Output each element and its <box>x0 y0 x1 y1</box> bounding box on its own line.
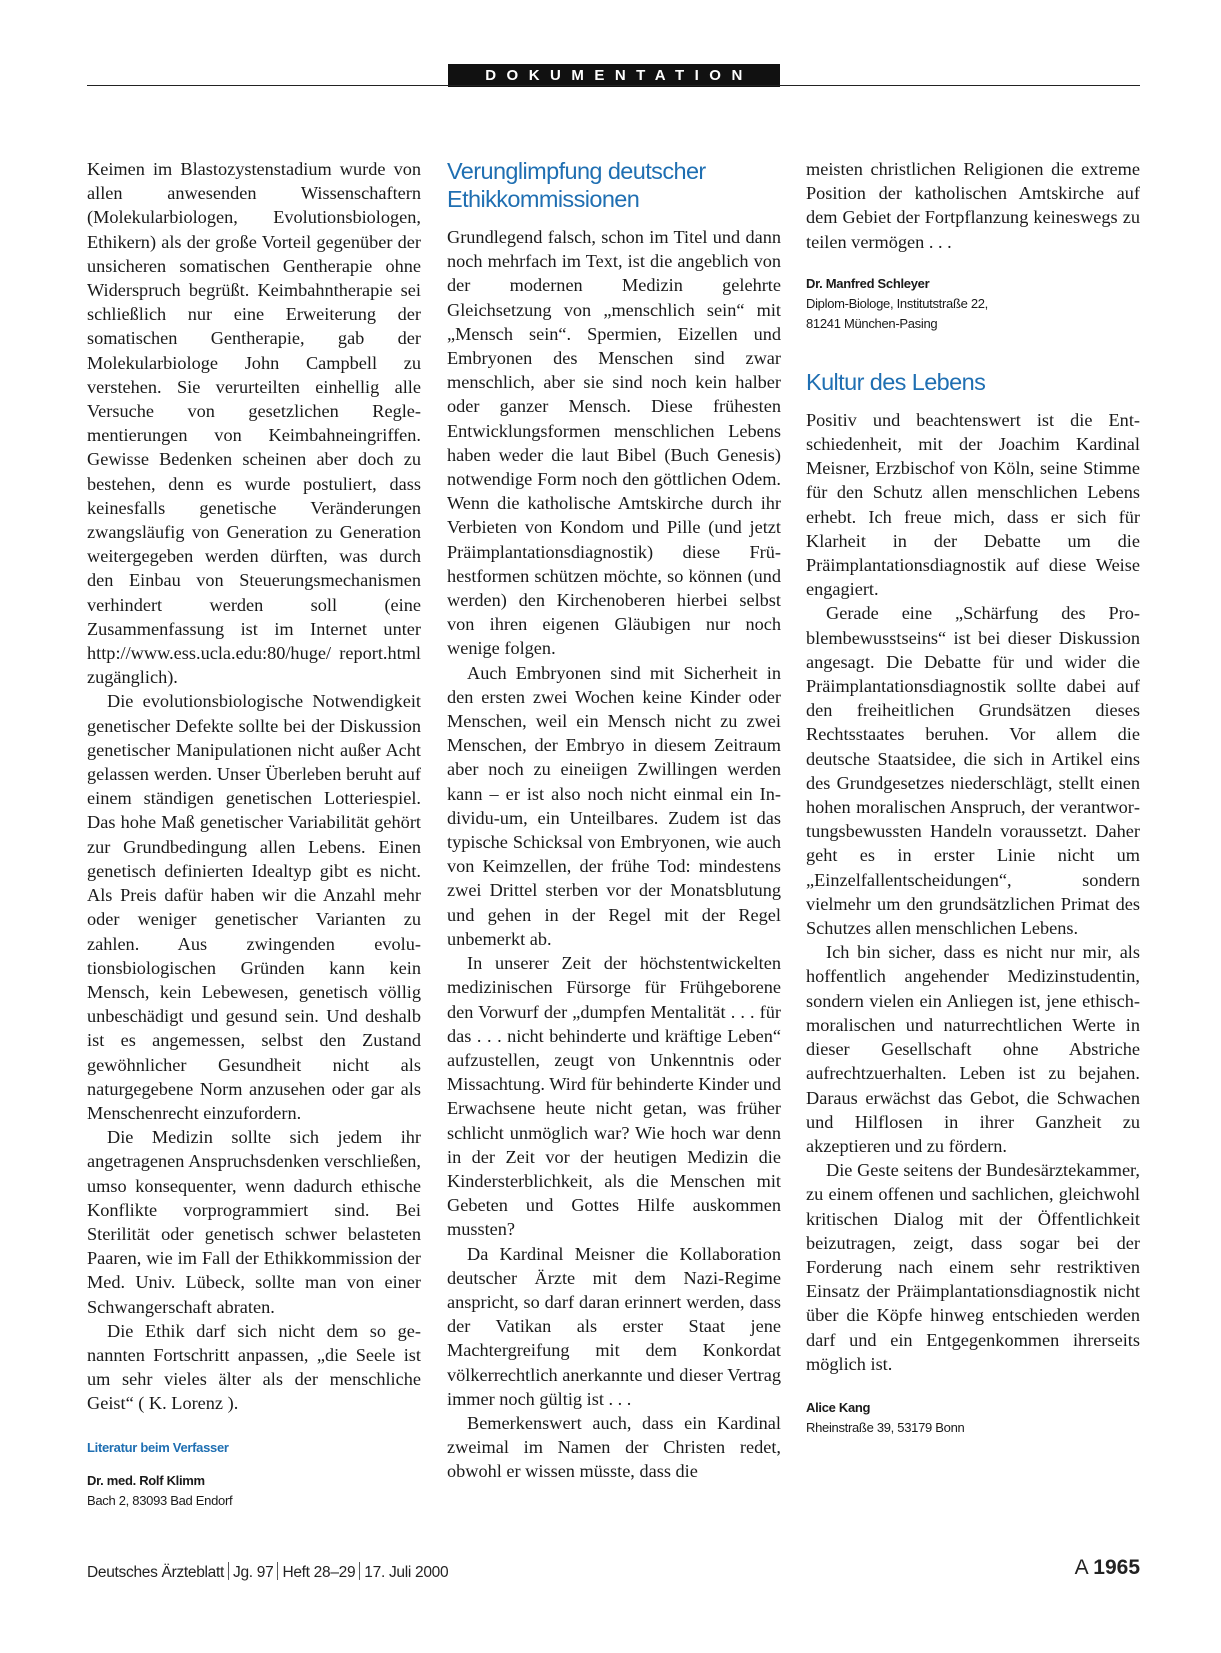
author-signature <box>806 1398 1140 1438</box>
body-paragraph: Die Ethik darf sich nicht dem so genannten Fortschritt anpassen, „die Seele ist um sehr vieles älter als der menschliche Geist“ ( K. Lorenz ). <box>87 1320 421 1414</box>
author-address: 81241 München-Pasing <box>806 315 938 331</box>
body-paragraph: Ich bin sicher, dass es nicht nur mir, als hoffentlich angehender Medizinstudentin, sondern vielen ein Anliegen ist, jene ethisch-moralischen und naturrechtlichen Werte in dieser Gesellschaft ohne Abstriche aufrechtzuerhalten. Leben ist zu bejahen. Daraus erwächst das Gebot, die Schwachen und Hilflosen in ihrer Ganzheit zu akzeptieren und zu fördern. <box>806 942 1140 1156</box>
article-heading: Verunglimpfung deutscher Ethikkommissionen <box>447 158 706 212</box>
journal-issue: Heft 28–29 <box>282 1564 356 1581</box>
footer-citation <box>87 1562 448 1582</box>
body-paragraph: Die Medizin sollte sich jedem ihr angetragenen Anspruchsdenken verschließen, umso konsequenter, wenn dadurch ethische Konflikte vorprogrammiert sind. Bei Sterilität oder genetisch schwer belasteten Paaren, wie im Fall der Ethikkommission der Med. Univ. Lübeck, sollte man von einer Schwangerschaft abraten. <box>87 1127 421 1317</box>
body-paragraph: Gerade eine „Schärfung des Problembewusstseins“ ist bei dieser Diskussion angesagt. Die Debatte für und wider die Präimplantationsdiagnostik sollte dabei auf den freiheitlichen Grundsätzen dieses Rechtsstaates beruhen. Vor allem die deutsche Staatsidee, die sich in Artikel eins des Grundgesetzes niederschlägt, stellt einen hohen moralischen Anspruch, der verantwortungsbewussten Handeln voraussetzt. Daher geht es in erster Linie nicht um „Einzelfallentscheidungen“, sondern vielmehr um den grundsätzlichen Primat des Schutzes allen menschlichen Lebens. <box>806 603 1140 939</box>
section-header: DOKUMENTATION <box>448 64 780 87</box>
body-paragraph: Bemerkenswert auch, dass ein Kardinal zweimal im Namen der Christen redet, obwohl er wissen müsste, dass die <box>447 1412 781 1482</box>
journal-volume: Jg. 97 <box>233 1564 274 1581</box>
header-rule <box>87 85 1140 86</box>
column-3 <box>806 157 1140 1438</box>
journal-name: Deutsches Ärzteblatt <box>87 1564 225 1581</box>
page-prefix: A <box>1074 1556 1088 1579</box>
author-name: Alice Kang <box>806 1399 871 1415</box>
author-signature <box>87 1471 421 1511</box>
author-signature <box>806 274 1140 334</box>
body-paragraph: In unserer Zeit der höchstentwickelten medizinischen Fürsorge für Frühgeborene den Vorwurf der „dumpfen Mentalität . . . für das . . . nicht behinderte und kräftige Leben“ aufzustellen, zeugt von Unkenntnis oder Missachtung. Wird für behinderte Kinder und Erwachsene heute nicht getan, was früher schlicht unmöglich war? Wie hoch war denn in der Zeit vor der heutigen Medizin die Kindersterblichkeit, als die Menschen mit Gebeten und Gottes Hilfe auskommen mussten? <box>447 953 782 1240</box>
body-paragraph: Die evolutionsbiologische Notwendigkeit genetischer Defekte sollte bei der Diskussion genetischer Manipulationen nicht außer Acht gelassen werden. Unser Überleben beruht auf einem ständigen genetischen Lotteriespiel. Das hohe Maß genetischer Variabilität gehört zur Grundbedingung allen Lebens. Einen genetisch definierten Idealtyp gibt es nicht. Als Preis dafür haben wir die Anzahl mehr oder weniger genetischer Varianten zu zahlen. Aus zwingenden evolutionsbiologischen Gründen kann kein Mensch, kein Lebewesen, genetisch völlig unbeschädigt und gesund sein. Und deshalb ist es angemessen, selbst den Zustand gewöhnlicher Gesundheit nicht als naturgegebene Norm anzusehen oder gar als Menschenrecht einzufordern. <box>87 691 421 1123</box>
page-number-block <box>1075 1556 1140 1580</box>
body-paragraph: Auch Embryonen sind mit Sicherheit in den ersten zwei Wochen keine Kinder oder Menschen, weil ein Mensch nicht zu zwei Menschen, der Embryo in diesem Zeitraum aber noch zu eineiigen Zwillingen werden kann – er ist also noch nicht einmal ein In-dividu-um, ein Unteilbares. Zudem ist das typische Schicksal von Embryonen, wie auch von Keimzellen, der frühe Tod: mindestens zwei Drittel sterben vor der Monatsblutung und gehen in der Regel mit der Regel unbemerkt ab. <box>447 662 781 949</box>
author-address: Rheinstraße 39, 53179 Bonn <box>806 1419 965 1435</box>
body-paragraph: Die Geste seitens der Bundesärztekammer, zu einem offenen und sachlichen, gleichwohl kritischen Dialog mit der Öffentlichkeit beizutragen, zeigt, dass sogar bei der Forderung nach einem sehr restriktiven Einsatz der Präimplantationsdiagnostik nicht über die Köpfe hinweg entschieden werden darf und ein Entgegenkommen ihrerseits möglich ist. <box>806 1160 1140 1374</box>
body-paragraph: Da Kardinal Meisner die Kollaboration deutscher Ärzte mit dem Nazi-Regime anspricht, so darf daran erinnert werden, dass der Vatikan als erster Staat jene Machtergreifung mit dem Konkordat völkerrechtlich anerkannte und dieser Vertrag immer noch gültig ist . . . <box>447 1243 781 1409</box>
author-name: Dr. med. Rolf Klimm <box>87 1472 205 1488</box>
body-paragraph: Keimen im Blastozystenstadium wurde von allen anwesenden Wissenschaftern (Molekularbiologen, Evolutionsbiologen, Ethikern) als der große Vorteil gegenüber der unsicheren somatischen Gentherapie ohne Widerspruch begrüßt. Keimbahntherapie sei schließlich nur eine Erweiterung der somatischen Gentherapie, gab der Molekularbiologe John Campbell zu verstehen. Sie verurteilten einhellig alle Versuche von gesetzlichen Reglementierungen von Keimbahneingriffen. Gewisse Bedenken scheinen aber doch zu bestehen, denn es wurde postuliert, dass keinesfalls genetische Veränderungen zwangsläufig von Generation zu Generation weitergegeben werden dürften, was durch den Einbau von Steuerungsmechanismen verhindert werden soll (eine Zusammenfassung ist im Internet unter http://www.ess.ucla.edu:80/huge/ report.html zugänglich). <box>87 159 421 688</box>
author-address: Bach 2, 83093 Bad Endorf <box>87 1492 233 1508</box>
author-name: Dr. Manfred Schleyer <box>806 275 930 291</box>
literature-note: Literatur beim Verfasser <box>87 1439 229 1455</box>
author-address: Diplom-Biologe, Institutstraße 22, <box>806 295 988 311</box>
page-number: 1965 <box>1093 1556 1140 1579</box>
page-footer <box>87 1556 1140 1586</box>
column-2 <box>447 157 781 1484</box>
journal-date: 17. Juli 2000 <box>364 1564 449 1581</box>
body-paragraph: Grundlegend falsch, schon im Titel und dann noch mehrfach im Text, ist die angeblich von der modernen Medizin gelehrte Gleichsetzung von „menschlich sein“ mit „Mensch sein“. Spermien, Eizellen und Embryonen des Menschen sind zwar menschlich, aber sie sind noch kein halber oder ganzer Mensch. Diese frühesten Entwicklungsformen menschlichen Lebens haben weder die laut Bibel (Buch Genesis) notwendige Form noch den göttlichen Odem. Wenn die katholische Amtskirche durch ihr Verbieten von Kondom und Pille (und jetzt Präimplantationsdiagnostik) diese Frühestformen schützen möchte, so können (und werden) den Kirchenoberen hierbei selbst von ihren eigenen Gläubigen nur noch wenige folgen. <box>447 227 781 659</box>
body-paragraph: meisten christlichen Religionen die extreme Position der katholischen Amtskirche auf dem Gebiet der Fortpflanzung keineswegs zu teilen vermögen . . . <box>806 159 1140 252</box>
body-paragraph: Positiv und beachtenswert ist die Entschiedenheit, mit der Joachim Kardinal Meisner, Erzbischof von Köln, seine Stimme für den Schutz allen menschlichen Lebens erhebt. Ich freue mich, dass er sich für Klarheit in der Debatte um die Präimplantationsdiagnostik auf diese Weise engagiert. <box>806 409 1140 600</box>
column-1 <box>87 157 421 1511</box>
article-heading: Kultur des Lebens <box>806 368 986 395</box>
